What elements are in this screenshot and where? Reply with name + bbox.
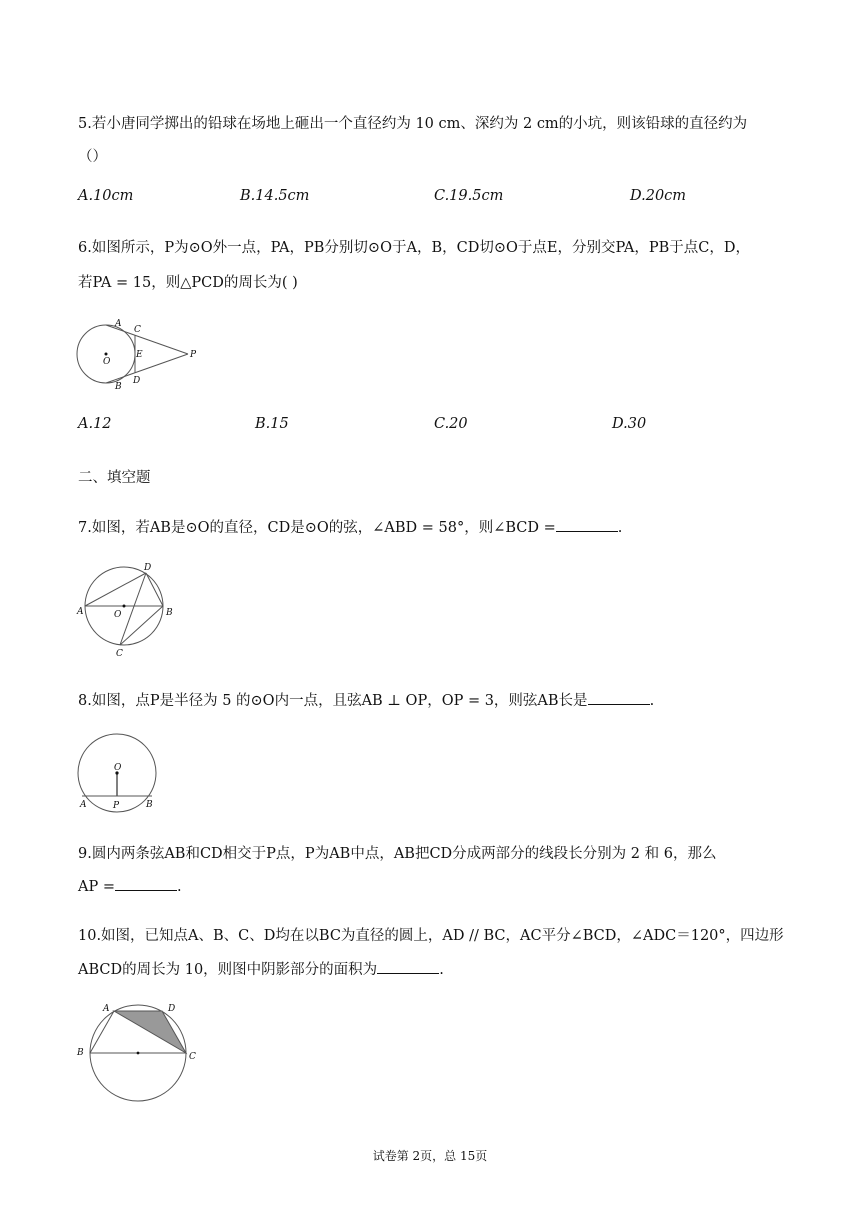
q10-answer-blank[interactable] bbox=[377, 959, 439, 974]
q6-label-d: D bbox=[133, 376, 141, 386]
q8-circle-figure bbox=[76, 734, 162, 814]
q6-label-o: O bbox=[103, 357, 111, 367]
q7-answer-blank[interactable] bbox=[556, 517, 618, 532]
q10-label-b: B bbox=[77, 1048, 84, 1058]
q10-label-c: C bbox=[189, 1052, 196, 1062]
q10-text-line1: 10.如图，已知点A、B、C、D均在以BC为直径的圆上，AD // BC，AC平分∠BCD，∠ADC＝120°，四边形 bbox=[78, 928, 784, 944]
q5-option-c: C.19.5cm bbox=[434, 188, 504, 204]
q6-option-b: B.15 bbox=[255, 416, 289, 432]
q6-text-line1: 6.如图所示，P为⊙O外一点，PA，PB分别切⊙O于A，B，CD切⊙O于点E，分别交PA，PB于点C，D， bbox=[78, 240, 750, 256]
q7-end: . bbox=[617, 520, 623, 536]
q5-option-a: A.10cm bbox=[78, 188, 134, 204]
q6-option-d: D.30 bbox=[612, 416, 647, 432]
q5-text-line2: （） bbox=[78, 149, 107, 165]
q8-label-p: P bbox=[113, 801, 120, 811]
q9-text-line1: 9.圆内两条弦AB和CD相交于P点，P为AB中点，AB把CD分成两部分的线段长分别为 2 和 6，那么 bbox=[78, 846, 717, 862]
q6-tangent-figure bbox=[76, 318, 201, 390]
q8-label-a: A bbox=[80, 800, 87, 810]
q7-stem: 7.如图，若AB是⊙O的直径，CD是⊙O的弦，∠ABD = 58°，则∠BCD = bbox=[78, 520, 556, 536]
q8-label-o: O bbox=[114, 763, 122, 773]
q6-option-a: A.12 bbox=[78, 416, 112, 432]
q10-label-a: A bbox=[103, 1004, 110, 1014]
q6-option-c: C.20 bbox=[434, 416, 468, 432]
q8-stem: 8.如图，点P是半径为 5 的⊙O内一点，且弦AB ⊥ OP，OP = 3，则弦AB长是 bbox=[78, 693, 588, 709]
q7-label-d: D bbox=[144, 563, 152, 573]
q7-label-c: C bbox=[116, 649, 123, 659]
q8-end: . bbox=[649, 693, 655, 709]
q5-text-line1: 5.若小唐同学掷出的铅球在场地上砸出一个直径约为 10 cm、深约为 2 cm的小坑，则该铅球的直径约为 bbox=[78, 116, 748, 132]
q7-label-a: A bbox=[77, 607, 84, 617]
q10-label-d: D bbox=[168, 1004, 176, 1014]
q6-label-c: C bbox=[134, 325, 141, 335]
q6-label-b: B bbox=[115, 382, 122, 392]
q6-label-a: A bbox=[115, 319, 122, 329]
q10-end: . bbox=[439, 962, 444, 978]
q8-text bbox=[78, 689, 654, 710]
q7-circle-figure bbox=[76, 558, 180, 662]
q7-text bbox=[78, 516, 622, 537]
q9-answer-blank[interactable] bbox=[115, 876, 177, 891]
q7-label-b: B bbox=[166, 608, 173, 618]
q9-end: . bbox=[177, 879, 182, 895]
q6-label-p: P bbox=[190, 350, 197, 360]
q6-label-e: E bbox=[136, 350, 143, 360]
q10-circle-figure bbox=[76, 1000, 204, 1106]
page-footer: 试卷第 2页，总 15页 bbox=[372, 1149, 488, 1163]
q7-label-o: O bbox=[114, 610, 122, 620]
q6-text-line2: 若PA = 15，则△PCD的周长为( ) bbox=[78, 275, 298, 291]
q9-text-line2 bbox=[78, 876, 182, 895]
section-title: 二、填空题 bbox=[78, 470, 151, 486]
q10-stem: ABCD的周长为 10，则图中阴影部分的面积为 bbox=[78, 962, 378, 978]
q5-option-d: D.20cm bbox=[630, 188, 687, 204]
q9-stem: AP = bbox=[78, 879, 115, 895]
q8-answer-blank[interactable] bbox=[588, 690, 650, 705]
q8-label-b: B bbox=[146, 800, 153, 810]
q5-option-b: B.14.5cm bbox=[240, 188, 310, 204]
q10-text-line2 bbox=[78, 958, 444, 979]
